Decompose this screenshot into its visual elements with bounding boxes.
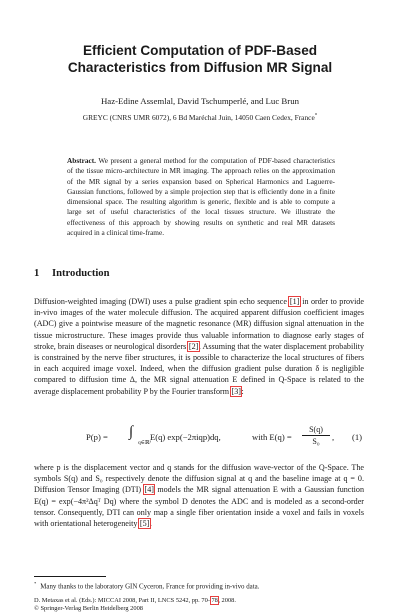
p2-text-b: models the MR signal attenuation E with a Gaussian function E(q) = exp(−4π²Δqᵀ Dq) where the symbol D denotes the ADC and is modeled as a second-order tensor. Consequently, DTI can only map a single fiber orientation inside a voxel and fails in voxels with orientational heterogeneity <box>34 485 364 529</box>
publication-info <box>34 597 236 614</box>
intro-paragraph-2 <box>34 462 364 529</box>
p1-text-d: : <box>241 386 244 396</box>
paper-title <box>30 42 370 76</box>
integral-symbol: ∫ <box>129 424 134 440</box>
pub-line-2: Springer-Verlag Berlin Heidelberg 2008 <box>38 605 143 613</box>
p2-text-a: where p is the displacement vector and q stands for the diffusion wave-vector of the Q-Space. The symbols S(q) and S₀ respectively denote the diffusion signal at q and the baseline image at q = 0. Diffusion Tensor Imaging (DTI) <box>34 463 364 495</box>
eq-fraction <box>302 425 330 446</box>
citation-link-4[interactable]: [4] <box>144 485 154 495</box>
pub-line-1a: D. Metaxas et al. (Eds.): MICCAI 2008, Part II, LNCS 5242, pp. 70– <box>34 597 211 604</box>
copyright-icon: © <box>34 605 39 613</box>
abstract-label: Abstract. <box>67 156 96 165</box>
equation-number: (1) <box>351 432 362 442</box>
title-line-2: Characteristics from Diffusion MR Signal <box>67 60 333 75</box>
eq-integrand: E(q) exp(−2πiqp)dq, <box>150 432 221 442</box>
section-title: Introduction <box>52 268 110 279</box>
citation-link-2[interactable]: [2] <box>188 341 199 351</box>
abstract <box>67 156 335 238</box>
equation-1 <box>34 426 364 454</box>
author-list: Haz-Edine Assemlal, David Tschumperlé, and Luc Brun <box>100 96 300 106</box>
footnote-text: Many thanks to the laboratory GIN Cyceron, France for providing in-vivo data. <box>40 583 260 591</box>
citation-link-3[interactable]: [3] <box>231 386 241 396</box>
abstract-text: We present a general method for the computation of PDF-based characteristics of the tissue micro-architecture in MR imaging. The approach relies on the approximation of the MR signal by a series expansion based on Spherical Harmonics and Laguerre-Gaussian functions, followed by a simple projection step that is efficiently done in a finite dimensional space. The resulting algorithm is generic, flexible and is able to compute a large set of useful characteristics of the local tissues structure. We illustrate the effectiveness of this approach by showing results on synthetic and real MR datasets acquired in a clinical time-frame. <box>67 156 335 238</box>
eq-denominator: S₀ <box>312 437 320 446</box>
footnote <box>34 581 259 590</box>
affiliation <box>20 113 380 122</box>
integral-domain: q∈ℝ³ <box>138 440 152 446</box>
affiliation-text: GREYC (CNRS UMR 6072), 6 Bd Maréchal Juin, 14050 Caen Cedex, France <box>82 113 315 122</box>
citation-link-1[interactable]: [1] <box>289 297 300 306</box>
p1-text-b: in order to provide in-vivo images of the water molecule diffusion. The acquired apparent diffusion coefficient images (ADC) give a pointwise measure of the magnetic resonance (MR) diffusion signal attenuation in the tissue microstructure. These images provide thus valuable information to diagnose early stages of stroke, brain diseases or neurological disorders <box>34 297 364 351</box>
eq-numerator: S(q) <box>302 425 330 436</box>
section-number: 1 <box>34 268 40 279</box>
p1-text-a: Diffusion-weighted imaging (DWI) uses a pulse gradient spin echo sequence <box>34 297 290 306</box>
footnote-mark: * <box>34 581 37 586</box>
citation-link-5[interactable]: [5] <box>139 519 150 529</box>
eq-lhs: P(p) = <box>86 432 108 442</box>
title-line-1: Efficient Computation of PDF-Based <box>82 43 318 58</box>
section-heading <box>34 268 110 279</box>
eq-comma: , <box>332 432 335 442</box>
footnote-divider <box>34 576 106 577</box>
eq-with-clause: with E(q) = <box>252 432 292 442</box>
pub-line-1b: , 2008. <box>218 597 236 604</box>
page-range-link[interactable]: 78 <box>211 597 218 604</box>
p1-text-c: . Assuming that the water displacement probability is constrained by the nerve fiber structures, it is possible to characterize the local structures of fibers in each acquired image voxel. Indeed, when the diffusion gradient pulse duration δ is negligible compared to diffusion time Δ, the MR signal attenuation E defined in Q-Space is related to the average displacement probability P by the Fourier transform <box>34 341 365 396</box>
p2-text-c: . <box>149 519 152 529</box>
affiliation-mark: * <box>314 113 318 119</box>
intro-paragraph-1 <box>34 296 364 397</box>
